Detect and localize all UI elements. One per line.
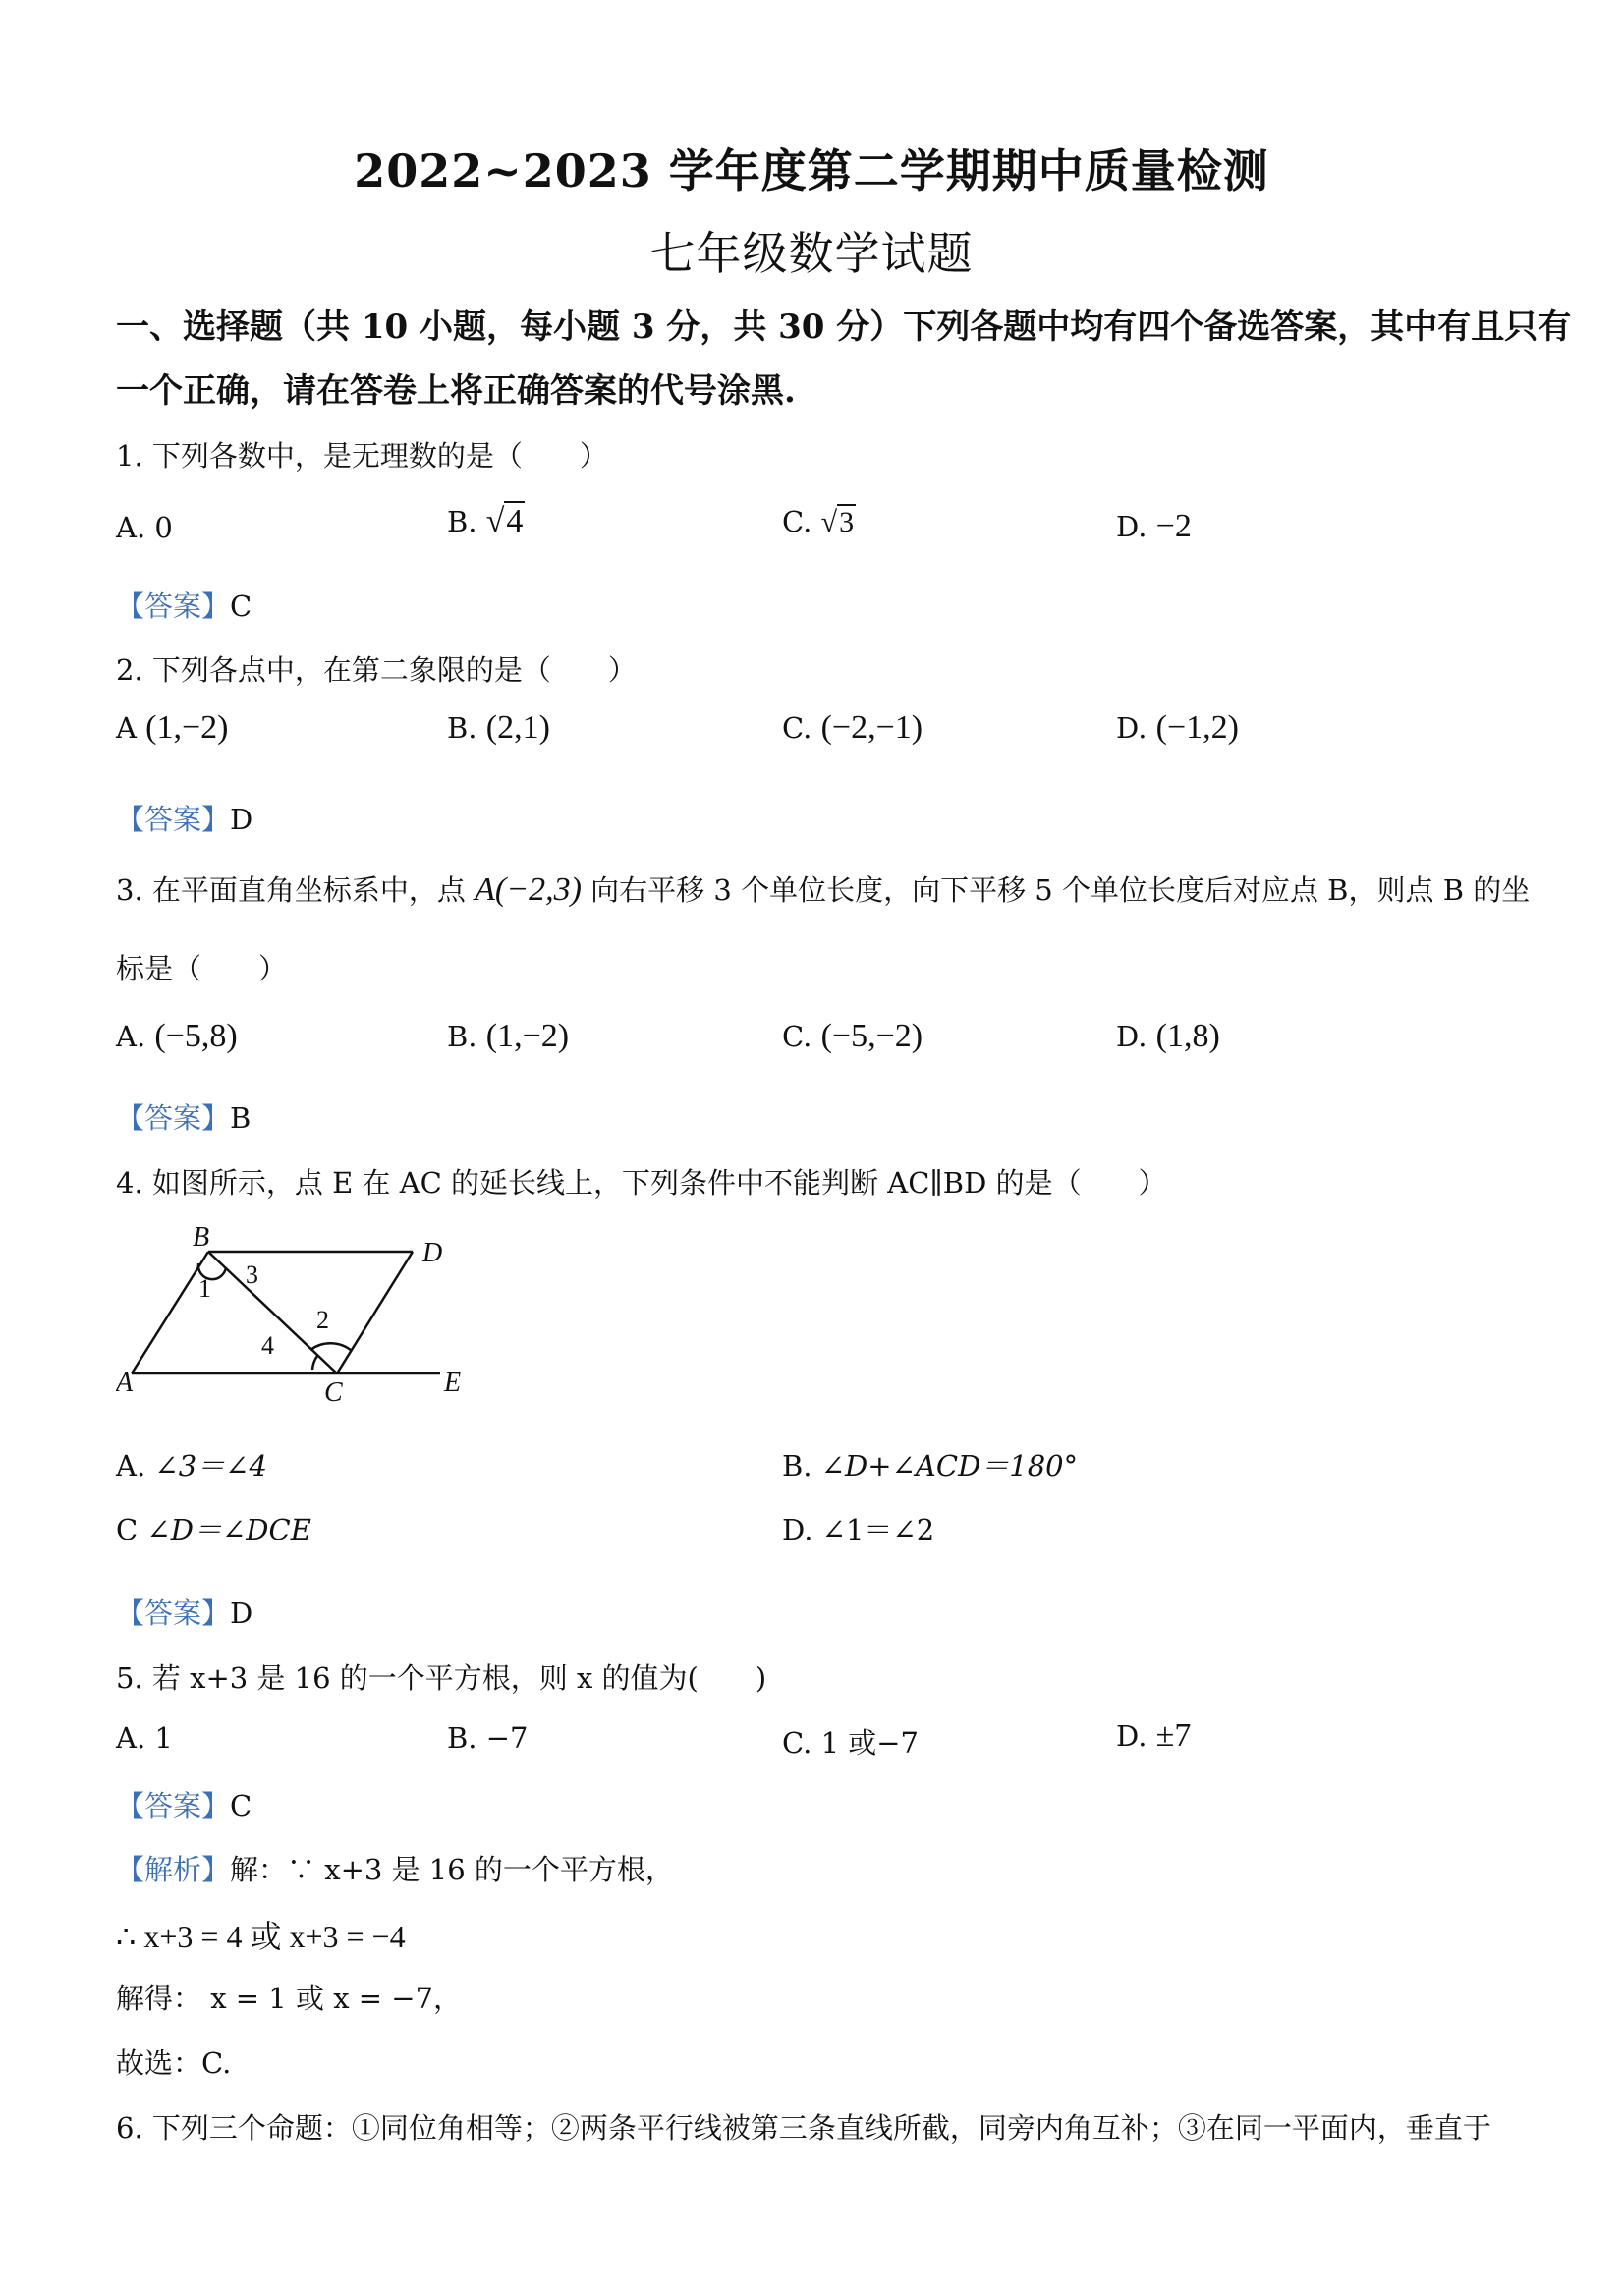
- q5-option-c: C. 1 或−7: [782, 1726, 920, 1760]
- label-angle-3: 3: [246, 1260, 258, 1289]
- q2-option-d: D. (−1,2): [1116, 709, 1239, 746]
- angle-arc-c-top: [310, 1343, 352, 1351]
- q5-option-d: D. ±7: [1116, 1717, 1192, 1754]
- q3-option-b: B. (1,−2): [447, 1018, 570, 1054]
- q4-option-a: A. ∠3＝∠4: [116, 1449, 267, 1483]
- label-a: A: [116, 1368, 134, 1398]
- q2-option-c: C. (−2,−1): [782, 709, 923, 746]
- q3-option-a: A. (−5,8): [116, 1018, 238, 1054]
- q5-analysis-line4: 故选：C.: [116, 2046, 232, 2080]
- label-d: D: [422, 1238, 443, 1268]
- q2-answer: 【答案】D: [116, 803, 253, 836]
- question-5-stem: 5. 若 x+3 是 16 的一个平方根，则 x 的值为( ): [116, 1661, 767, 1695]
- angle-arc-c-left: [312, 1356, 317, 1370]
- page-title: 2022~2023 学年度第二学期期中质量检测: [354, 144, 1269, 197]
- q1-option-d: D. −2: [1116, 508, 1192, 544]
- q4-answer: 【答案】D: [116, 1596, 253, 1630]
- q3-answer: 【答案】B: [116, 1101, 252, 1135]
- q4-option-d: D. ∠1＝∠2: [782, 1513, 935, 1546]
- segment-cd: [337, 1252, 413, 1373]
- q3-option-c: C. (−5,−2): [782, 1018, 923, 1054]
- label-e: E: [444, 1368, 462, 1398]
- q1-answer: 【答案】C: [116, 589, 252, 623]
- page-subtitle: 七年级数学试题: [649, 227, 974, 280]
- section-intro-line1: 一、选择题（共 10 小题，每小题 3 分，共 30 分）下列各题中均有四个备选答案，其中有且只有: [116, 308, 1572, 347]
- segment-ab: [132, 1252, 208, 1373]
- q5-option-b: B. −7: [447, 1721, 529, 1755]
- label-angle-4: 4: [261, 1331, 274, 1360]
- q5-analysis-line2: ∴ x+3 = 4 或 x+3 = −4: [116, 1919, 406, 1954]
- question-1-stem: 1. 下列各数中，是无理数的是（ ）: [116, 439, 608, 473]
- q3-option-d: D. (1,8): [1116, 1018, 1220, 1054]
- section-intro-line2: 一个正确，请在答卷上将正确答案的代号涂黑.: [116, 371, 796, 411]
- label-angle-1: 1: [198, 1274, 211, 1303]
- q4-option-c: C ∠D＝∠DCE: [116, 1513, 311, 1546]
- label-angle-2: 2: [316, 1306, 329, 1334]
- question-3-stem: 3. 在平面直角坐标系中，点 A(−2,3) 向右平移 3 个单位长度，向下平移 5 个单位长度后对应点 B，则点 B 的坐: [116, 871, 1531, 908]
- question-4-stem: 4. 如图所示，点 E 在 AC 的延长线上，下列条件中不能判断 AC∥BD 的是（ ）: [116, 1166, 1167, 1200]
- q1-option-c: C. √3: [782, 505, 855, 538]
- q5-option-a: A. 1: [116, 1721, 173, 1755]
- q4-option-b: B. ∠D+∠ACD＝180°: [782, 1449, 1079, 1483]
- q5-analysis-line3: 解得： x = 1 或 x = −7，: [116, 1982, 463, 2015]
- q5-answer: 【答案】C: [116, 1789, 252, 1822]
- question-6-stem: 6. 下列三个命题：①同位角相等；②两条平行线被第三条直线所截，同旁内角互补；③在同一平面内，垂直于: [116, 2111, 1491, 2145]
- question-3-stem-line2: 标是（ ）: [116, 952, 288, 985]
- q1-option-a: A. 0: [116, 511, 173, 544]
- q5-analysis-line1: 【解析】解：∵ x+3 是 16 的一个平方根，: [116, 1853, 674, 1886]
- q2-option-a: A (1,−2): [116, 709, 229, 746]
- question-2-stem: 2. 下列各点中，在第二象限的是（ ）: [116, 653, 637, 687]
- q1-option-b: B. √4: [447, 503, 524, 539]
- label-c: C: [324, 1377, 343, 1408]
- q4-figure: [116, 1218, 489, 1415]
- q2-option-b: B. (2,1): [447, 709, 550, 746]
- label-b: B: [193, 1222, 210, 1253]
